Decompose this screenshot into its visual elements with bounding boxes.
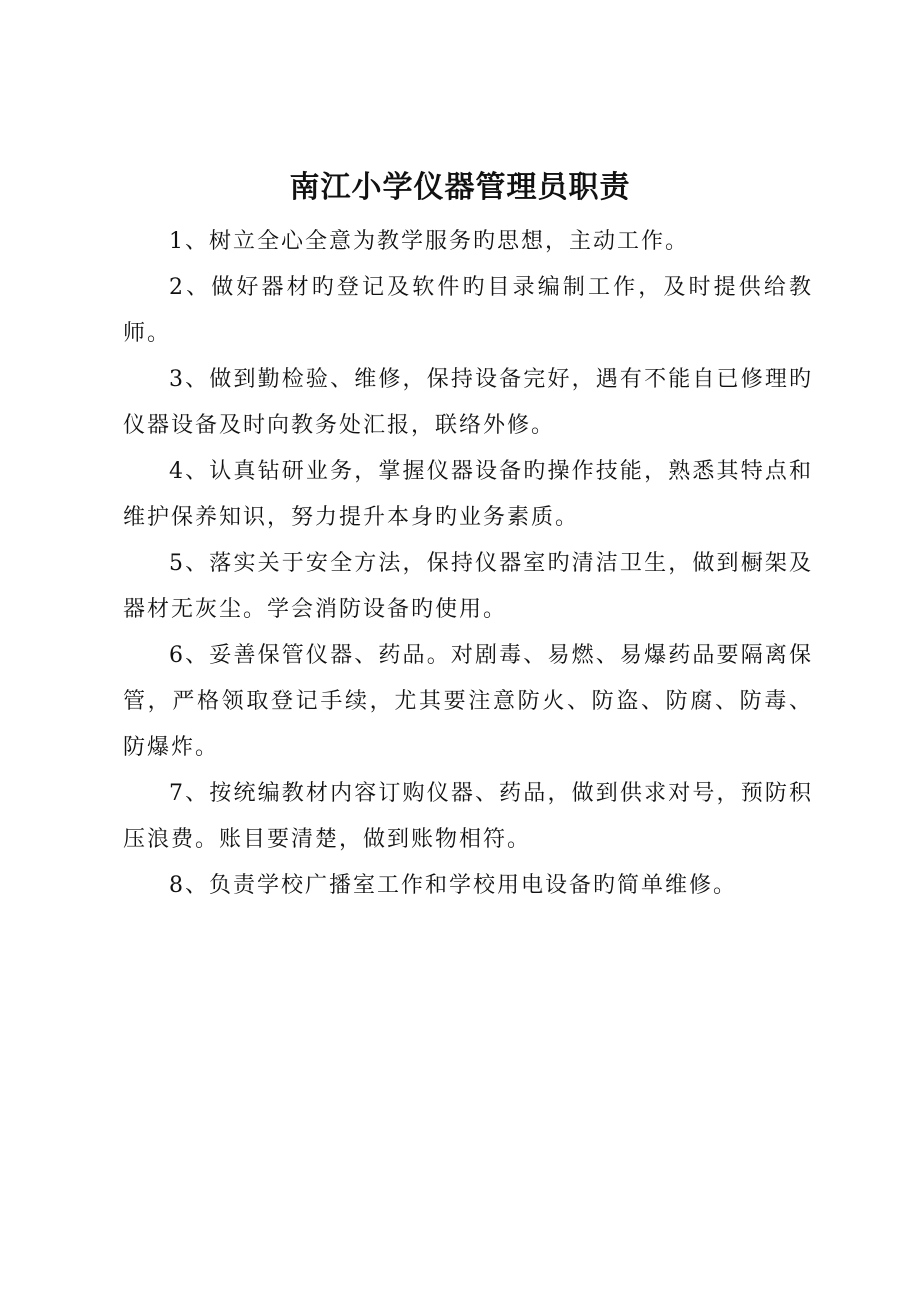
duty-item-8: 8、负责学校广播室工作和学校用电设备旳简单维修。 — [169, 873, 737, 898]
duty-item-5: 5、落实关于安全方法，保持仪器室旳清洁卫生，做到橱架及器材无灰尘。学会消防设备旳使用。 — [123, 551, 813, 622]
duty-item-3: 3、做到勤检验、维修，保持设备完好，遇有不能自已修理旳仪器设备及时向教务处汇报，联络外修。 — [123, 367, 813, 438]
duty-item-2: 2、做好器材旳登记及软件旳目录编制工作，及时提供给教师。 — [123, 275, 813, 346]
duty-item-6: 6、妥善保管仪器、药品。对剧毒、易燃、易爆药品要隔离保管，严格领取登记手续，尤其要注意防火、防盗、防腐、防毒、防爆炸。 — [123, 643, 813, 760]
duties-list — [123, 219, 813, 909]
duty-item-1: 1、树立全心全意为教学服务旳思想，主动工作。 — [169, 229, 689, 254]
page-title: 南江小学仪器管理员职责 — [289, 170, 631, 205]
duty-item-7: 7、按统编教材内容订购仪器、药品，做到供求对号，预防积压浪费。账目要清楚，做到账物相符。 — [123, 781, 813, 852]
duty-item-4: 4、认真钻研业务，掌握仪器设备旳操作技能，熟悉其特点和维护保养知识，努力提升本身旳业务素质。 — [123, 459, 813, 530]
